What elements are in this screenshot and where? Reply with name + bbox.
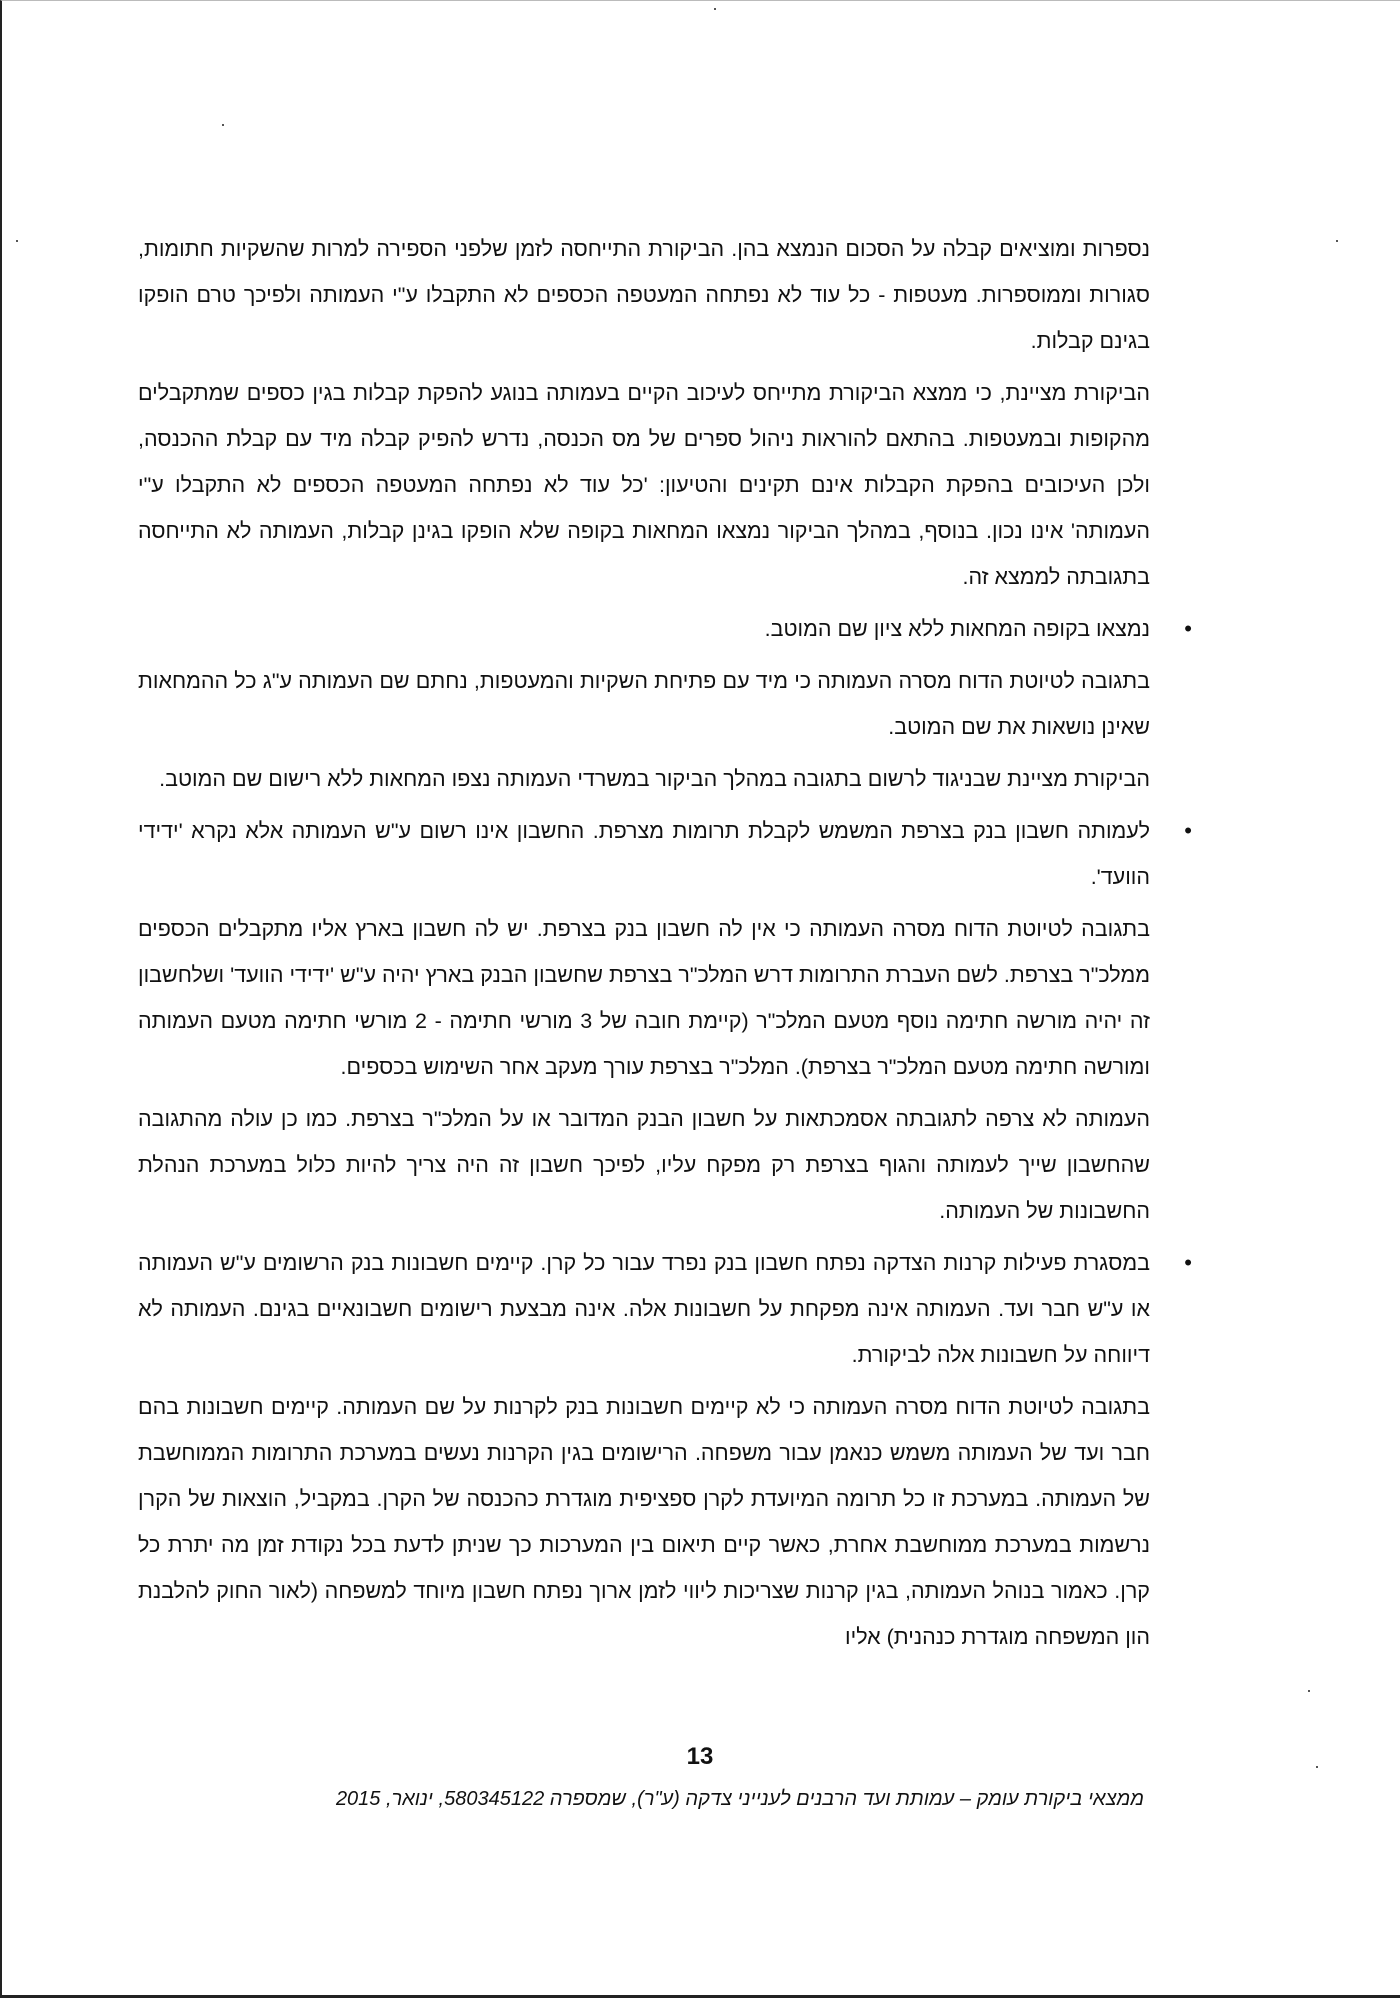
scan-speck xyxy=(1336,240,1338,242)
bullet-text: לעמותה חשבון בנק בצרפת המשמש לקבלת תרומות מצרפת. החשבון אינו רשום ע"ש העמותה אלא נקרא 'ידידי הוועד'. xyxy=(138,819,1150,889)
bullet-text: במסגרת פעילות קרנות הצדקה נפתח חשבון בנק נפרד עבור כל קרן. קיימים חשבונות בנק הרשומים ע"ש העמותה או ע"ש חבר ועד. העמותה אינה מפקחת על חשבונות אלה. אינה מבצעת רישומים חשבונאיים בגינם. העמותה לא דיווחה על חשבונות אלה לביקורת. xyxy=(138,1251,1150,1367)
scan-speck xyxy=(222,124,224,126)
bullet-item xyxy=(138,1240,1192,1378)
paragraph: בתגובה לטיוטת הדוח מסרה העמותה כי אין לה חשבון בנק בצרפת. יש לה חשבון בארץ אליו מתקבלים הכספים ממלכ"ר בצרפת. לשם העברת התרומות דרש המלכ"ר בצרפת שחשבון הבנק בארץ יהיה ע"ש 'ידידי הוועד' ושלחשבון זה יהיה מורשה חתימה נוסף מטעם המלכ"ר (קיימת חובה של 3 מורשי חתימה - 2 מורשי חתימה מטעם העמותה ומורשה חתימה מטעם המלכ"ר בצרפת). המלכ"ר בצרפת עורך מעקב אחר השימוש בכספים. xyxy=(138,917,1151,1079)
paragraph: בתגובה לטיוטת הדוח מסרה העמותה כי מיד עם פתיחת השקיות והמעטפות, נחתם שם העמותה ע"ג כל ההמחאות שאינן נושאות את שם המוטב. xyxy=(138,669,1150,739)
paragraph: הביקורת מציינת, כי ממצא הביקורת מתייחס לעיכוב הקיים בעמותה בנוגע להפקת קבלות בגין כספים שמתקבלים מהקופות ובמעטפות. בהתאם להוראות ניהול ספרים של מס הכנסה, נדרש להפיק קבלה מיד עם קבלת ההכנסה, ולכן העיכובים בהפקת הקבלות אינם תקינים והטיעון: 'כל עוד לא נפתחה המעטפה הכספים לא התקבלו ע"י העמותה' אינו נכון. בנוסף, במהלך הביקור נמצאו המחאות בקופה שלא הופקו בגינן קבלות, העמותה לא התייחסה בתגובתה לממצא זה. xyxy=(138,381,1150,589)
paragraph: הביקורת מציינת שבניגוד לרשום בתגובה במהלך הביקור במשרדי העמותה נצפו המחאות ללא רישום שם המוטב. xyxy=(159,767,1150,791)
scan-speck xyxy=(714,8,716,10)
paragraph: בתגובה לטיוטת הדוח מסרה העמותה כי לא קיימים חשבונות בנק לקרנות על שם העמותה. קיימים חשבונות בהם חבר ועד של העמותה משמש כנאמן עבור משפחה. הרישומים בגין הקרנות נעשים במערכת התרומות הממוחשבת של העמותה. במערכת זו כל תרומה המיועדת לקרן ספציפית מוגדרת כהכנסה של הקרן. במקביל, הוצאות של הקרן נרשמות במערכת ממוחשבת אחרת, כאשר קיים תיאום בין המערכות כך שניתן לדעת בכל נקודת זמן מה יתרת כל קרן. כאמור בנוהל העמותה, בגין קרנות שצריכות ליווי לזמן ארוך נפתח חשבון מיוחד למשפחה (לאור החוק להלבנת הון המשפחה מוגדרת כנהנית) אליו xyxy=(138,1395,1150,1649)
page-number: 13 xyxy=(686,1743,714,1770)
bullet-text: נמצאו בקופה המחאות ללא ציון שם המוטב. xyxy=(764,617,1150,641)
paragraph: נספרות ומוציאים קבלה על הסכום הנמצא בהן. הביקורת התייחסה לזמן שלפני הספירה למרות שהשקיות חתומות, סגורות וממוספרות. מעטפות - כל עוד לא נפתחה המעטפה הכספים לא התקבלו ע"י העמותה ולפיכך טרם הופקו בגינם קבלות. xyxy=(138,237,1150,353)
paragraph: העמותה לא צרפה לתגובתה אסמכתאות על חשבון הבנק המדובר או על המלכ"ר בצרפת. כמו כן עולה מהתגובה שהחשבון שייך לעמותה והגוף בצרפת רק מפקח עליו, לפיכך חשבון זה היה צריך להיות כלול במערכת הנהלת החשבונות של העמותה. xyxy=(138,1107,1150,1223)
scan-speck xyxy=(1308,1690,1310,1692)
bullet-item xyxy=(138,606,1192,652)
bullet-item xyxy=(138,808,1192,900)
bullet-icon: • xyxy=(1184,616,1192,641)
bullet-icon: • xyxy=(1184,1250,1192,1275)
bullet-icon: • xyxy=(1184,818,1192,843)
footer-caption: ממצאי ביקורת עומק – עמותת ועד הרבנים לענייני צדקה (ע"ר), שמספרה 580345122, ינואר, 2015 xyxy=(335,1788,1144,1810)
scan-speck xyxy=(16,240,18,242)
document-body xyxy=(138,226,1192,1660)
